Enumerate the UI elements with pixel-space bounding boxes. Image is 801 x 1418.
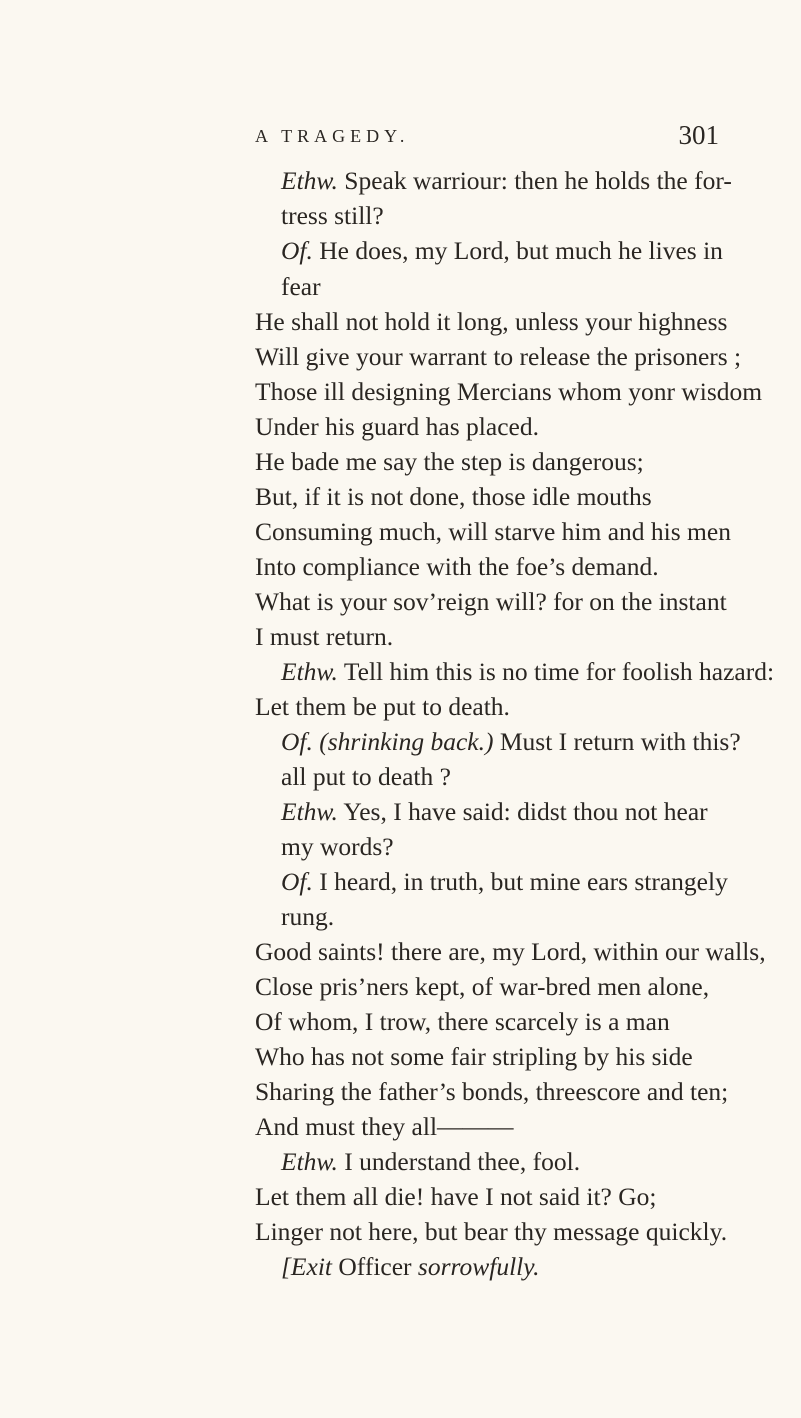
text-line: all put to death ? [281,762,451,791]
text-line: Ethw. Speak warriour: then he holds the for- [281,166,732,195]
stage-direction: (shrinking back.) [319,727,494,756]
text-line: Consuming much, will starve him and his men [255,517,731,546]
page-number: 301 [678,120,719,150]
text-line: Close pris’ners kept, of war-bred men alone, [255,972,710,1001]
text-line: [Exit Officer sorrowfully. [281,1252,540,1281]
speaker-name: Of. [281,236,313,265]
text-line: my words? [281,832,394,861]
text-line: What is your sov’reign will? for on the instant [255,587,727,616]
text-line: Ethw. I understand thee, fool. [281,1147,581,1176]
text-line: Linger not here, but bear thy message quickly. [255,1217,728,1246]
text-line: Of. (shrinking back.) Must I return with this? [281,727,741,756]
text-line: Under his guard has placed. [255,412,539,441]
text-line: Into compliance with the foe’s demand. [255,552,659,581]
running-title: A TRAGEDY. [255,126,410,146]
text-line: Those ill designing Mercians whom yonr wisdom [255,377,763,406]
speaker-name: Of. [281,727,313,756]
text-line: Of. He does, my Lord, but much he lives in [281,236,723,265]
text-line: rung. [281,902,335,931]
text-line: He bade me say the step is dangerous; [255,447,644,476]
text-line: Let them all die! have I not said it? Go; [255,1182,657,1211]
speaker-name: Ethw. [281,657,338,686]
speaker-name: Ethw. [281,166,338,195]
stage-direction: sorrowfully. [417,1252,540,1281]
text-line: Ethw. Yes, I have said: didst thou not hear [281,797,708,826]
text-line: Let them be put to death. [255,692,510,721]
text-line: tress still? [281,201,384,230]
text-line: Of whom, I trow, there scarcely is a man [255,1007,670,1036]
speaker-name: Of. [281,867,313,896]
text-line: I must return. [255,622,394,651]
speaker-name: Ethw. [281,1147,338,1176]
speaker-name: Ethw. [281,797,338,826]
text-line: And must they all——— [255,1112,514,1141]
text-line: But, if it is not done, those idle mouths [255,482,652,511]
text-line: Of. I heard, in truth, but mine ears strangely [281,867,728,896]
text-line: Will give your warrant to release the prisoners ; [255,342,742,371]
text-line: Sharing the father’s bonds, threescore and ten; [255,1077,729,1106]
text-line: Good saints! there are, my Lord, within our walls, [255,937,766,966]
stage-direction: [Exit [281,1252,332,1281]
page-header [255,120,725,150]
text-line: Who has not some fair stripling by his side [255,1042,693,1071]
text-line: fear [281,272,321,301]
text-line: Ethw. Tell him this is no time for foolish hazard: [281,657,775,686]
text-line: He shall not hold it long, unless your highness [255,307,728,336]
